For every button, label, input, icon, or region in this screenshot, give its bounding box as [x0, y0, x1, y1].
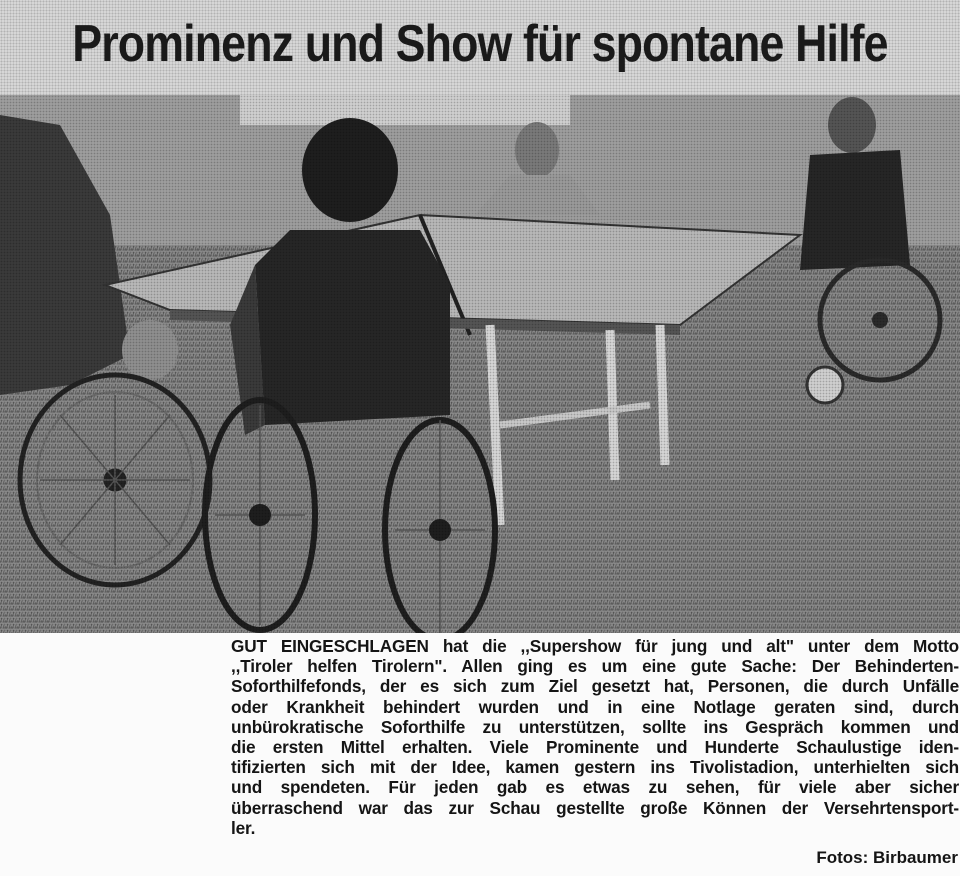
caption-line-9: überraschend war das zur Schau gestellte große Können der Versehrtensport-: [231, 797, 959, 818]
article-photo: [0, 95, 960, 633]
caption-line-3: Soforthilfefonds, der es sich zum Ziel gesetzt hat, Personen, die durch Unfälle: [231, 676, 959, 697]
photo-caption: [231, 636, 959, 838]
caption-line-4: oder Krankheit behindert wurden und in eine Notlage geraten sind, durch: [231, 696, 959, 717]
headline-band: [0, 0, 960, 95]
caption-line-8: und spendeten. Für jeden gab es etwas zu sehen, für viele aber sicher: [231, 777, 959, 798]
caption-text-1: hat die ,,Supershow für jung und alt" unter dem Motto: [442, 636, 959, 656]
caption-line-2: ,,Tiroler helfen Tirolern". Allen ging es um eine gute Sache: Der Behinderten-: [231, 656, 959, 677]
photo-credit: Fotos: Birbaumer: [816, 848, 958, 867]
halftone-overlay: [0, 95, 960, 633]
caption-line-10: ler.: [231, 817, 256, 838]
photo-illustration: [0, 95, 960, 633]
caption-line-6: die ersten Mittel erhalten. Viele Prominente und Hunderte Schaulustige iden-: [231, 737, 959, 758]
caption-lead: GUT EINGESCHLAGEN: [231, 636, 429, 656]
caption-line-7: tifizierten sich mit der Idee, kamen gestern ins Tivolistadion, unterhielten sich: [231, 757, 959, 778]
caption-line-5: unbürokratische Soforthilfe zu unterstützen, sollte ins Gespräch kommen und: [231, 716, 959, 737]
caption-line-1: [231, 636, 959, 656]
headline: Prominenz und Show für spontane Hilfe: [72, 15, 888, 73]
